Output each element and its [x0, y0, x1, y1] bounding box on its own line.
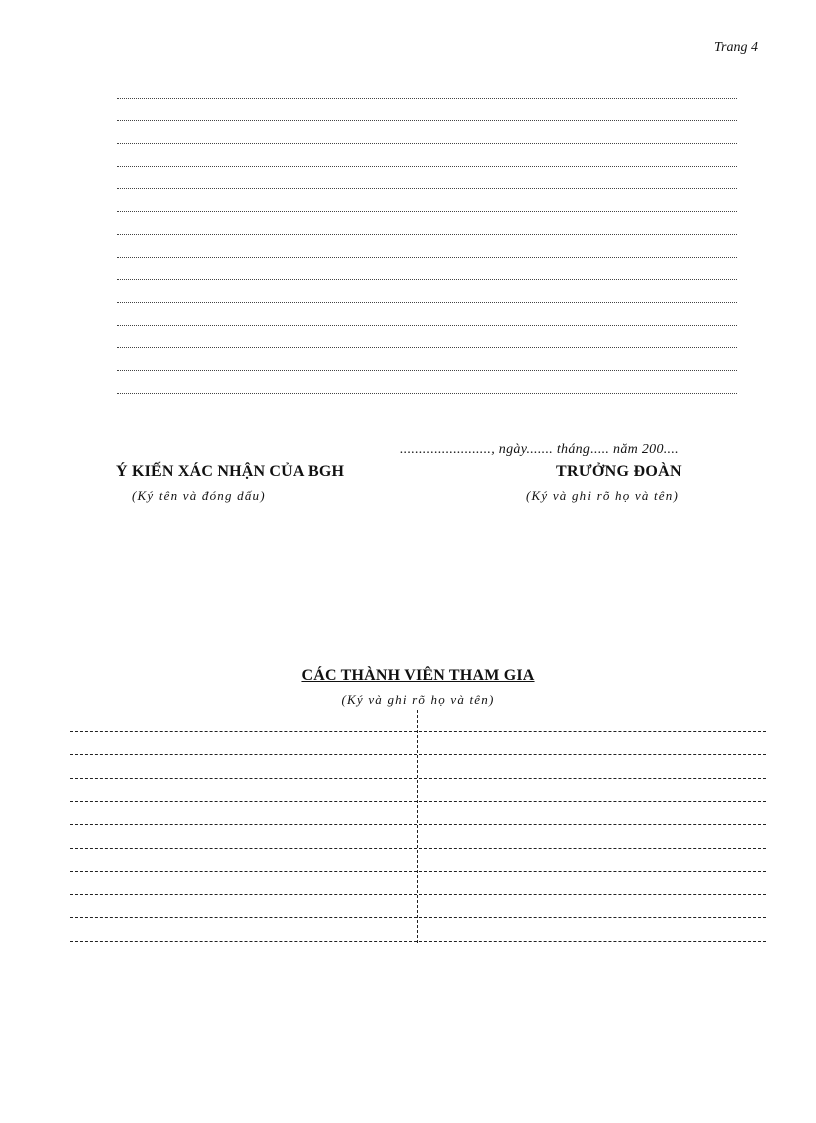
page-number: Trang 4: [714, 40, 758, 55]
members-title: CÁC THÀNH VIÊN THAM GIA: [301, 667, 535, 684]
dotted-line: [117, 193, 737, 216]
dotted-line: [117, 80, 737, 103]
dotted-line: [117, 125, 737, 148]
dotted-line: [117, 307, 737, 330]
principal-confirmation-heading: Ý KIẾN XÁC NHẬN CỦA BGH: [116, 463, 345, 480]
signature-row: [70, 871, 766, 872]
signature-row: [70, 848, 766, 849]
date-line: ........................, ngày....... tháng..... năm 200....: [400, 442, 679, 457]
dotted-line: [117, 375, 737, 398]
dotted-line: [117, 148, 737, 171]
team-leader-heading: TRƯỞNG ĐOÀN: [556, 463, 682, 480]
signature-row: [70, 941, 766, 942]
signature-row: [70, 824, 766, 825]
members-signature-note: (Ký và ghi rõ họ và tên): [341, 692, 495, 707]
dotted-line: [117, 239, 737, 262]
signature-row: [70, 894, 766, 895]
dotted-line: [117, 352, 737, 375]
dotted-line: [117, 284, 737, 307]
principal-signature-note: (Ký tên và đóng dấu): [132, 488, 266, 503]
dotted-line: [117, 171, 737, 194]
signature-row: [70, 917, 766, 918]
signature-row: [70, 731, 766, 732]
members-signature-grid: [70, 710, 766, 945]
dotted-line: [117, 216, 737, 239]
dotted-line: [117, 262, 737, 285]
signature-row: [70, 754, 766, 755]
dotted-line: [117, 330, 737, 353]
team-leader-signature-note: (Ký và ghi rõ họ và tên): [526, 488, 679, 503]
signature-row: [70, 801, 766, 802]
dotted-line: [117, 103, 737, 126]
signature-row: [70, 778, 766, 779]
signature-column-divider: [417, 710, 418, 943]
dotted-writing-area: [117, 80, 737, 398]
